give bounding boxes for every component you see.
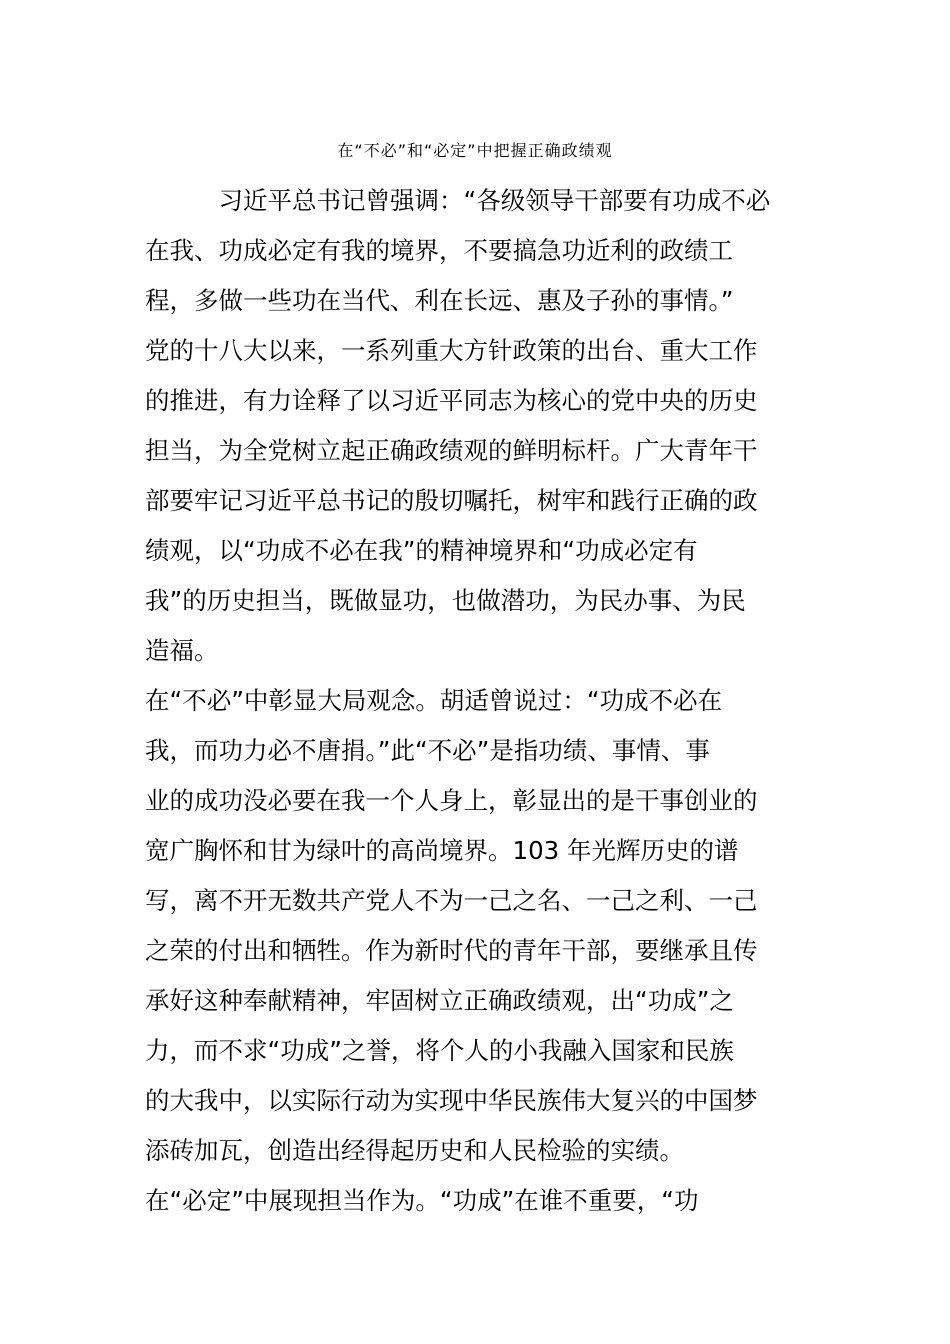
text-line: 程，多做一些功在当代、利在长远、惠及子孙的事情。” [145, 286, 734, 315]
text-line: 业的成功没必要在我一个人身上，彰显出的是干事创业的 [145, 786, 758, 815]
text-line: 习近平总书记曾强调：“各级领导干部要有功成不必 [145, 186, 771, 215]
document-body [145, 176, 810, 1226]
text-line: 承好这种奉献精神，牢固树立正确政绩观，出“功成”之 [145, 986, 734, 1015]
text-line: 写，离不开无数共产党人不为一己之名、一己之利、一己 [145, 886, 758, 915]
text-line: 我”的历史担当，既做显功，也做潜功，为民办事、为民 [145, 586, 746, 615]
text-line: 造福。 [145, 636, 219, 665]
text-line: 的大我中，以实际行动为实现中华民族伟大复兴的中国梦 [145, 1086, 758, 1115]
text-line: 部要牢记习近平总书记的殷切嘱托，树牢和践行正确的政 [145, 486, 758, 515]
text-line: 担当，为全党树立起正确政绩观的鲜明标杆。广大青年干 [145, 436, 758, 465]
text-line: 我，而功力必不唐捐。”此“不必”是指功绩、事情、事 [145, 736, 710, 765]
text-line: 力，而不求“功成”之誉，将个人的小我融入国家和民族 [145, 1036, 734, 1065]
text-line: 添砖加瓦，创造出经得起历史和人民检验的实绩。 [145, 1136, 684, 1165]
text-line: 之荣的付出和牺牲。作为新时代的青年干部，要继承且传 [145, 936, 758, 965]
text-line: 绩观，以“功成不必在我”的精神境界和“功成必定有 [145, 536, 698, 565]
text-line: 在“必定”中展现担当作为。“功成”在谁不重要，“功 [145, 1186, 699, 1215]
text-line: 党的十八大以来，一系列重大方针政策的出台、重大工作 [145, 336, 758, 365]
text-line: 在我、功成必定有我的境界，不要搞急功近利的政绩工 [145, 236, 733, 265]
document-title: 在“不必”和“必定”中把握正确政绩观 [337, 141, 613, 160]
text-line: 宽广胸怀和甘为绿叶的高尚境界。103 年光辉历史的谱 [145, 836, 739, 865]
text-line: 的推进，有力诠释了以习近平同志为核心的党中央的历史 [145, 386, 758, 415]
text-line: 在“不必”中彰显大局观念。胡适曾说过：“功成不必在 [145, 686, 723, 715]
